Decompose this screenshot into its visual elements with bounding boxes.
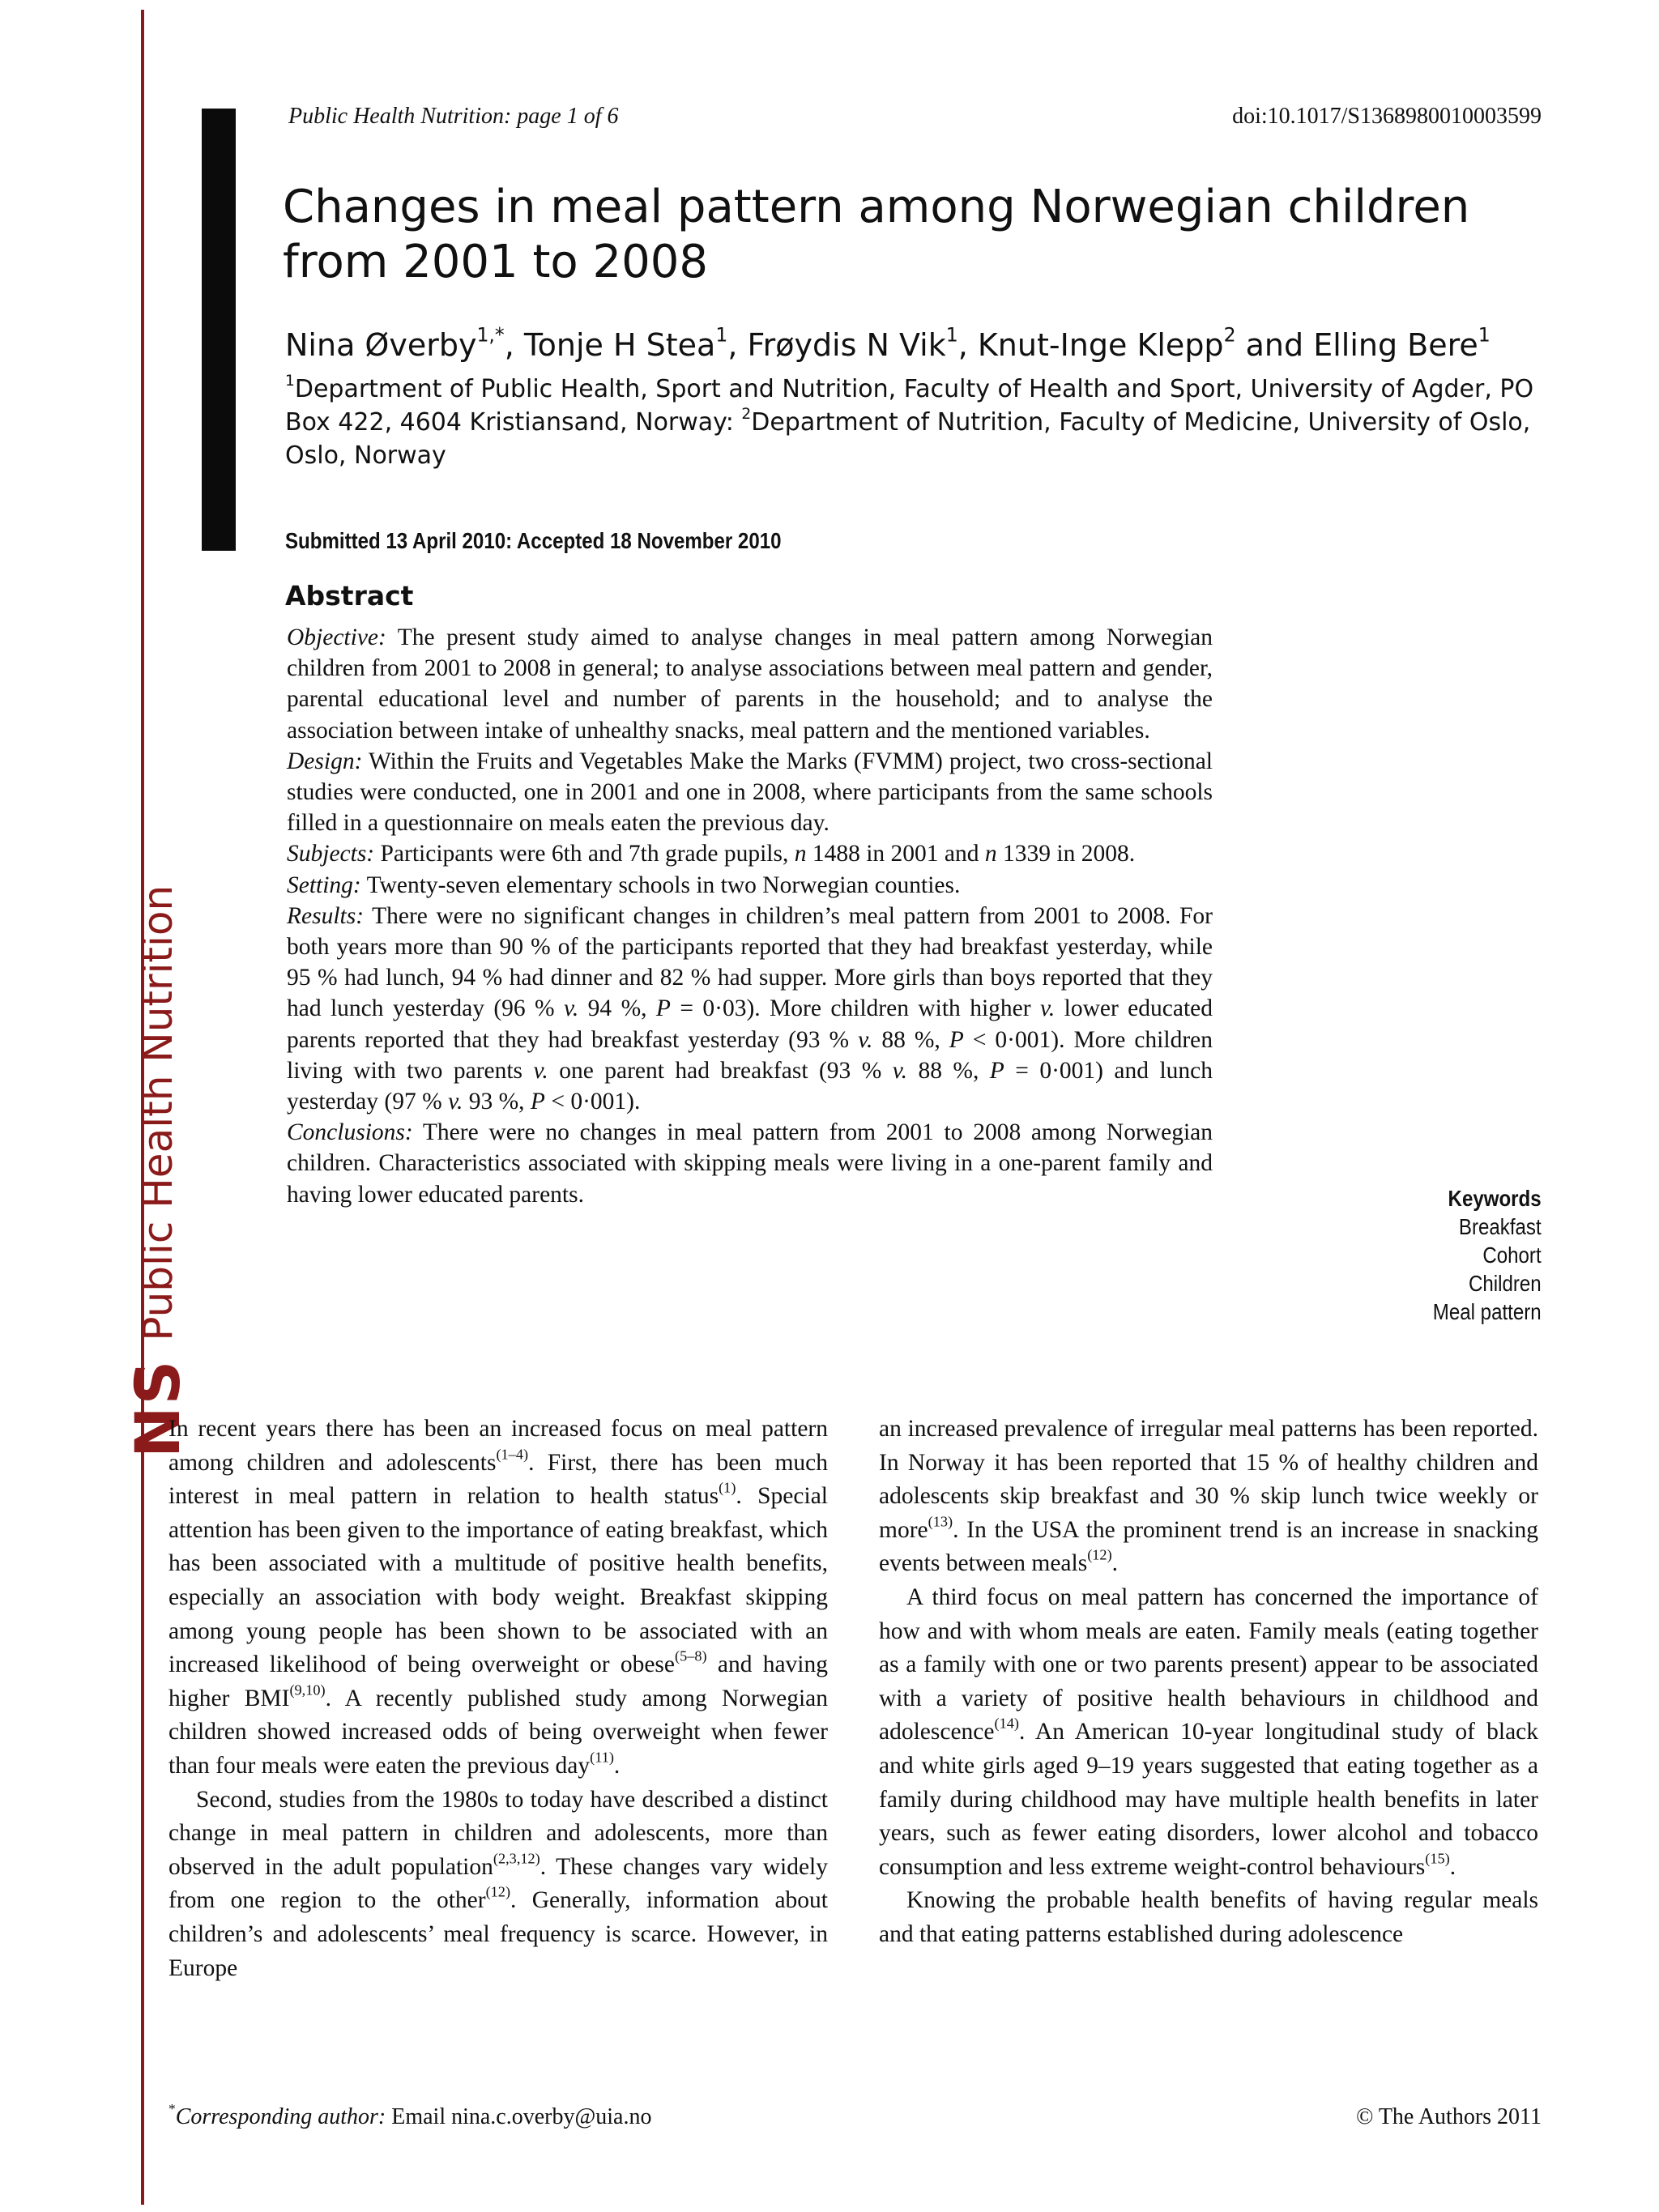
italic-symbol: n (794, 841, 807, 867)
citation-ref: (14) (994, 1715, 1019, 1732)
author-name: Elling Bere (1313, 327, 1478, 363)
italic-symbol: P (530, 1089, 545, 1115)
section-label: Subjects: (287, 841, 375, 867)
citation-ref: (1–4) (496, 1445, 529, 1462)
author-separator: , (957, 327, 978, 363)
journal-logo: NS (122, 1358, 194, 1458)
author-name: Tonje H Stea (523, 327, 716, 363)
citation-ref: (5–8) (675, 1647, 707, 1664)
section-text: There were no significant changes in children’s meal pattern from 2001 to 2008. For both years more than 90 % of the participants reported that they had breakfast yesterday, while 95 % had lunch, 94 % had dinner and 82 % had supper. More girls than boys reported that they had lunch yesterday (96 % (287, 902, 1213, 1022)
article-title: Changes in meal pattern among Norwegian children from 2001 to 2008 (283, 181, 1470, 288)
body-text: . An American 10-year longitudinal study of black and white girls aged 9–19 years suggested that eating together as a family during childhood may have multiple health benefits in later years, such as fewer eating disorders, lower alcohol and tobacco consumption and less extreme weight-control behaviours (879, 1719, 1538, 1880)
body-paragraph (879, 1581, 1538, 1884)
italic-symbol: v. (448, 1089, 463, 1115)
citation-ref: (15) (1425, 1850, 1450, 1867)
section-text: one parent had breakfast (93 % (548, 1057, 893, 1084)
author-separator: , (504, 327, 524, 363)
author-affiliation-mark: 1 (1478, 323, 1491, 347)
citation-ref: (9,10) (289, 1681, 326, 1698)
body-text: . In the USA the prominent trend is an increase in snacking events between meals (879, 1516, 1538, 1577)
author-affiliation-mark: 1 (715, 323, 728, 347)
journal-side-name: Public Health Nutrition (134, 884, 181, 1341)
section-text: 88 %, (872, 1026, 949, 1053)
section-text: 88 %, (907, 1057, 990, 1084)
body-paragraph (879, 1413, 1538, 1581)
section-text: 1339 in 2008. (996, 841, 1136, 867)
section-text: < 0·001). More children living with two parents (287, 1026, 1213, 1084)
abstract-body (287, 622, 1213, 1210)
author-affiliation-mark: 1 (945, 323, 958, 347)
affiliation-text: Department of Nutrition, Faculty of Medicine, University of Oslo, Oslo, Norway (285, 408, 1531, 470)
italic-symbol: P (989, 1057, 1004, 1084)
affiliation-mark: 1 (285, 373, 295, 390)
body-text: . (613, 1752, 621, 1779)
body-text: an increased prevalence of irregular meal patterns has been reported. In Norway it has been reported that 15 % of healthy children and adolescents skip breakfast and 30 % skip lunch twice weekly or more (879, 1416, 1538, 1543)
section-text: < 0·001). (544, 1089, 641, 1115)
body-text: Second, studies from the 1980s to today have described a distinct change in meal pattern in children and adolescents, more than observed in the adult population (168, 1786, 828, 1880)
citation-ref: (12) (1087, 1546, 1112, 1563)
keyword-item: Cohort (1482, 1242, 1542, 1268)
abstract-heading: Abstract (285, 580, 414, 612)
section-text: Twenty-seven elementary schools in two Norwegian counties. (360, 872, 961, 898)
section-text: 94 %, (578, 995, 656, 1022)
abstract-setting (287, 870, 1213, 901)
body-text: . These changes vary widely from one region to the other (168, 1853, 828, 1914)
running-head: Public Health Nutrition: page 1 of 6 (288, 104, 619, 129)
body-text: Knowing the probable health benefits of having regular meals and that eating patterns established during adolescence (879, 1887, 1538, 1947)
keyword-item: Children (1469, 1271, 1542, 1296)
citation-ref: (1) (719, 1479, 736, 1496)
italic-symbol: P (949, 1026, 964, 1053)
citation-ref: (13) (928, 1513, 953, 1530)
section-text: Participants were 6th and 7th grade pupils, (374, 841, 795, 867)
citation-ref: (12) (485, 1883, 511, 1900)
author-name: Frøydis N Vik (747, 327, 946, 363)
submission-dates: Submitted 13 April 2010: Accepted 18 November 2010 (285, 528, 782, 553)
abstract-results (287, 901, 1213, 1117)
section-label: Design: (287, 748, 363, 774)
body-text: In recent years there has been an increased focus on meal pattern among children and adolescents (168, 1416, 828, 1476)
abstract-subjects (287, 838, 1213, 869)
citation-ref: (2,3,12) (493, 1850, 540, 1867)
body-column-right (879, 1413, 1538, 1952)
footnote-text: Email nina.c.overby@uia.no (386, 2104, 652, 2129)
author-name: Knut-Inge Klepp (977, 327, 1224, 363)
body-column-left (168, 1413, 828, 1985)
author-name: Nina Øverby (285, 327, 477, 363)
keywords-box (1433, 1184, 1542, 1326)
section-text: Within the Fruits and Vegetables Make the Marks (FVMM) project, two cross-sectional studies were conducted, one in 2001 and one in 2008, where participants from the same schools filled in a questionnaire on meals eaten the previous day. (287, 748, 1213, 837)
section-text: = 0·001) and lunch yesterday (97 % (287, 1057, 1213, 1115)
italic-symbol: v. (1039, 995, 1056, 1022)
copyright-notice: © The Authors 2011 (1356, 2104, 1542, 2129)
abstract-design (287, 746, 1213, 839)
italic-symbol: v. (892, 1057, 908, 1084)
italic-symbol: n (984, 841, 997, 867)
author-affiliation-mark: 1, (476, 323, 495, 347)
section-label: Results: (287, 902, 365, 929)
doi: doi:10.1017/S1368980010003599 (1232, 104, 1542, 129)
italic-symbol: v. (858, 1026, 873, 1053)
author-list (285, 323, 1491, 363)
author-separator: , (727, 327, 748, 363)
section-label: Objective: (287, 624, 386, 650)
body-paragraph (879, 1884, 1538, 1951)
title-block-bar (202, 109, 236, 551)
section-label: Setting: (287, 872, 361, 898)
section-text: 93 %, (463, 1089, 531, 1115)
body-text: . Generally, information about children’s and adolescents’ meal frequency is scarce. However, in Europe (168, 1887, 828, 1981)
corresponding-author-footnote (168, 2100, 652, 2130)
italic-symbol: v. (564, 995, 579, 1022)
body-text: A third focus on meal pattern has concerned the importance of how and with whom meals are eaten. Family meals (eating together as a family with one or two parents present) appear to be associated with a variety of positive health behaviours in childhood and adolescence (879, 1583, 1538, 1745)
body-text: and having higher BMI (168, 1652, 828, 1711)
keyword-item: Breakfast (1459, 1214, 1542, 1239)
italic-symbol: v. (533, 1057, 548, 1084)
footnote-label: Corresponding author: (175, 2104, 386, 2129)
affiliations (285, 373, 1581, 472)
body-text: . (1449, 1853, 1456, 1880)
section-text: = 0·03). More children with higher (670, 995, 1040, 1022)
body-paragraph (168, 1413, 828, 1784)
body-text: . First, there has been much interest in meal pattern in relation to health status (168, 1449, 828, 1510)
section-text: The present study aimed to analyse changes in meal pattern among Norwegian children from 2001 to 2008 in general; to analyse associations between meal pattern and gender, parental educational level and number of parents in the household; and to analyse the association between intake of unhealthy snacks, meal pattern and the mentioned variables. (287, 624, 1213, 744)
author-separator: and (1235, 327, 1314, 363)
body-text: . Special attention has been given to the importance of eating breakfast, which has been associated with a multitude of positive health benefits, especially an association with body weight. Breakfast skipping among young people has been shown to be associated with an increased likelihood of being overweight or obese (168, 1483, 828, 1678)
author-affiliation-mark: 2 (1223, 323, 1236, 347)
abstract-objective (287, 622, 1213, 746)
corresponding-author-mark: * (494, 323, 505, 347)
italic-symbol: P (655, 995, 671, 1022)
citation-ref: (11) (590, 1749, 614, 1766)
affiliation-text: Department of Public Health, Sport and Nutrition, Faculty of Health and Sport, University of Agder, PO Box 422, 4604 Kristiansand, Norway: (285, 375, 1534, 437)
body-text: . A recently published study among Norwegian children showed increased odds of being overweight when fewer than four meals were eaten the previous day (168, 1685, 829, 1779)
body-text: . (1111, 1550, 1119, 1577)
keyword-item: Meal pattern (1433, 1299, 1542, 1324)
keywords-heading: Keywords (1448, 1186, 1542, 1211)
body-paragraph (168, 1784, 828, 1986)
section-text: lower educated parents reported that they had breakfast yesterday (93 % (287, 995, 1213, 1053)
affiliation-mark: 2 (741, 406, 752, 424)
section-text: 1488 in 2001 and (806, 841, 985, 867)
abstract-conclusions (287, 1117, 1213, 1210)
section-label: Conclusions: (287, 1119, 413, 1146)
footnote-mark: * (168, 2100, 176, 2116)
section-text: There were no changes in meal pattern from 2001 to 2008 among Norwegian children. Characteristics associated with skipping meals were living in a one-parent family and having lower educated parents. (287, 1119, 1213, 1208)
